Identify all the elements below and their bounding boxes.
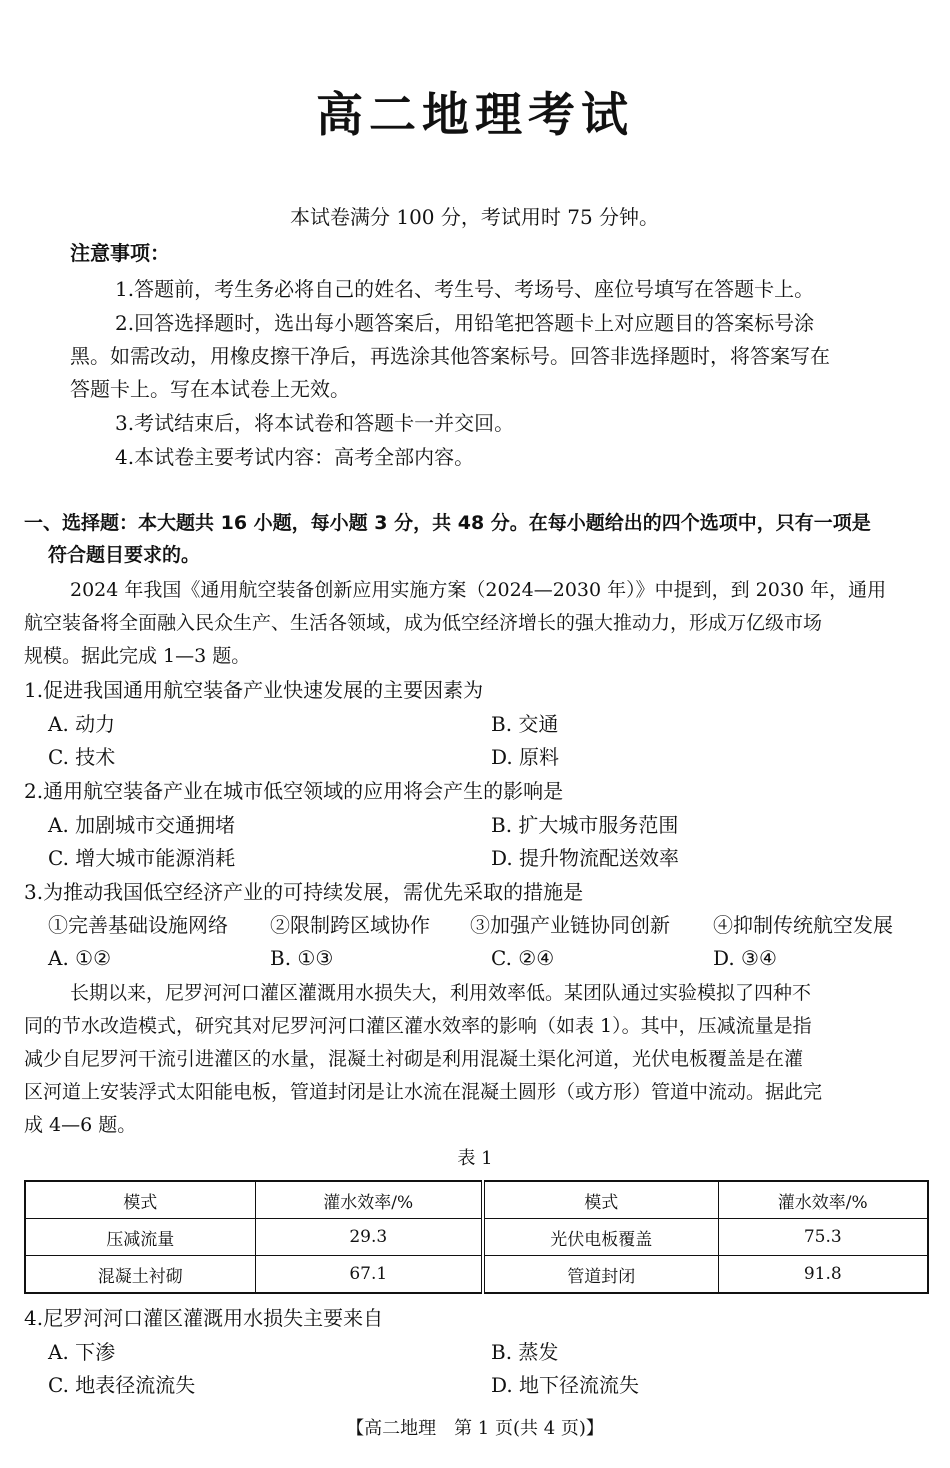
table-cell: 压减流量 <box>25 1219 255 1256</box>
question-stem: 4.尼罗河河口灌区灌溉用水损失主要来自 <box>24 1306 384 1330</box>
table-row <box>25 1256 928 1294</box>
table-cell: 29.3 <box>255 1219 483 1256</box>
option-d: D. 提升物流配送效率 <box>491 846 680 870</box>
data-table <box>24 1180 929 1294</box>
exam-intro: 本试卷满分 100 分，考试用时 75 分钟。 <box>290 205 660 229</box>
option-a: A. 动力 <box>48 712 116 736</box>
notice-line: 3.考试结束后，将本试卷和答题卡一并交回。 <box>115 411 515 435</box>
option-b: B. 蒸发 <box>491 1340 559 1364</box>
question-stem: 2.通用航空装备产业在城市低空领域的应用将会产生的影响是 <box>24 779 564 803</box>
table-header-cell: 灌水效率/% <box>718 1181 928 1219</box>
statement-item: ④抑制传统航空发展 <box>713 913 893 937</box>
option-a: A. ①② <box>48 946 112 970</box>
table-cell: 光伏电板覆盖 <box>483 1219 718 1256</box>
passage-line: 成 4—6 题。 <box>24 1114 137 1136</box>
table-cell: 管道封闭 <box>483 1256 718 1294</box>
table-header-cell: 模式 <box>25 1181 255 1219</box>
section-heading-cont: 符合题目要求的。 <box>48 544 201 566</box>
option-a: A. 加剧城市交通拥堵 <box>48 813 236 837</box>
notice-heading: 注意事项： <box>70 241 170 265</box>
option-b: B. 交通 <box>491 712 559 736</box>
option-c: C. 技术 <box>48 745 116 769</box>
passage-line: 长期以来，尼罗河河口灌区灌溉用水损失大，利用效率低。某团队通过实验模拟了四种不 <box>70 982 812 1004</box>
option-b: B. ①③ <box>270 946 334 970</box>
passage-line: 2024 年我国《通用航空装备创新应用实施方案（2024—2030 年）》中提到，到 2030 年，通用 <box>70 579 887 601</box>
page-title: 高二地理考试 <box>316 88 634 143</box>
option-a: A. 下渗 <box>48 1340 116 1364</box>
option-d: D. ③④ <box>713 946 777 970</box>
option-b: B. 扩大城市服务范围 <box>491 813 679 837</box>
statement-item: ③加强产业链协同创新 <box>470 913 670 937</box>
table-header-row <box>25 1181 928 1219</box>
section-heading: 一、选择题：本大题共 16 小题，每小题 3 分，共 48 分。在每小题给出的四个选项中，只有一项是 <box>24 512 871 534</box>
statement-item: ①完善基础设施网络 <box>48 913 228 937</box>
table-cell: 75.3 <box>718 1219 928 1256</box>
table-header-cell: 模式 <box>483 1181 718 1219</box>
notice-line: 答题卡上。写在本试卷上无效。 <box>70 377 350 401</box>
passage-line: 航空装备将全面融入民众生产、生活各领域，成为低空经济增长的强大推动力，形成万亿级市场 <box>24 612 823 634</box>
table-cell: 91.8 <box>718 1256 928 1294</box>
table-cell: 混凝土衬砌 <box>25 1256 255 1294</box>
notice-line: 黑。如需改动，用橡皮擦干净后，再选涂其他答案标号。回答非选择题时，将答案写在 <box>70 344 830 368</box>
table-cell: 67.1 <box>255 1256 483 1294</box>
option-d: D. 原料 <box>491 745 560 769</box>
passage-line: 区河道上安装浮式太阳能电板，管道封闭是让水流在混凝土圆形（或方形）管道中流动。据此完 <box>24 1081 823 1103</box>
passage-line: 规模。据此完成 1—3 题。 <box>24 645 251 667</box>
table-row <box>25 1219 928 1256</box>
question-stem: 1.促进我国通用航空装备产业快速发展的主要因素为 <box>24 678 484 702</box>
option-c: C. 增大城市能源消耗 <box>48 846 236 870</box>
table-header-cell: 灌水效率/% <box>255 1181 483 1219</box>
passage-line: 减少自尼罗河干流引进灌区的水量，混凝土衬砌是利用混凝土渠化河道，光伏电板覆盖是在灌 <box>24 1048 804 1070</box>
table-caption: 表 1 <box>457 1148 493 1169</box>
statement-item: ②限制跨区域协作 <box>270 913 430 937</box>
notice-line: 4.本试卷主要考试内容：高考全部内容。 <box>115 445 475 469</box>
option-c: C. 地表径流流失 <box>48 1373 196 1397</box>
page-footer: 【高二地理 第 1 页(共 4 页)】 <box>346 1418 604 1439</box>
passage-line: 同的节水改造模式，研究其对尼罗河河口灌区灌水效率的影响（如表 1）。其中，压减流量是指 <box>24 1015 812 1037</box>
notice-line: 1.答题前，考生务必将自己的姓名、考生号、考场号、座位号填写在答题卡上。 <box>115 277 815 301</box>
option-d: D. 地下径流流失 <box>491 1373 640 1397</box>
notice-line: 2.回答选择题时，选出每小题答案后，用铅笔把答题卡上对应题目的答案标号涂 <box>115 311 815 335</box>
option-c: C. ②④ <box>491 946 555 970</box>
question-stem: 3.为推动我国低空经济产业的可持续发展，需优先采取的措施是 <box>24 880 584 904</box>
